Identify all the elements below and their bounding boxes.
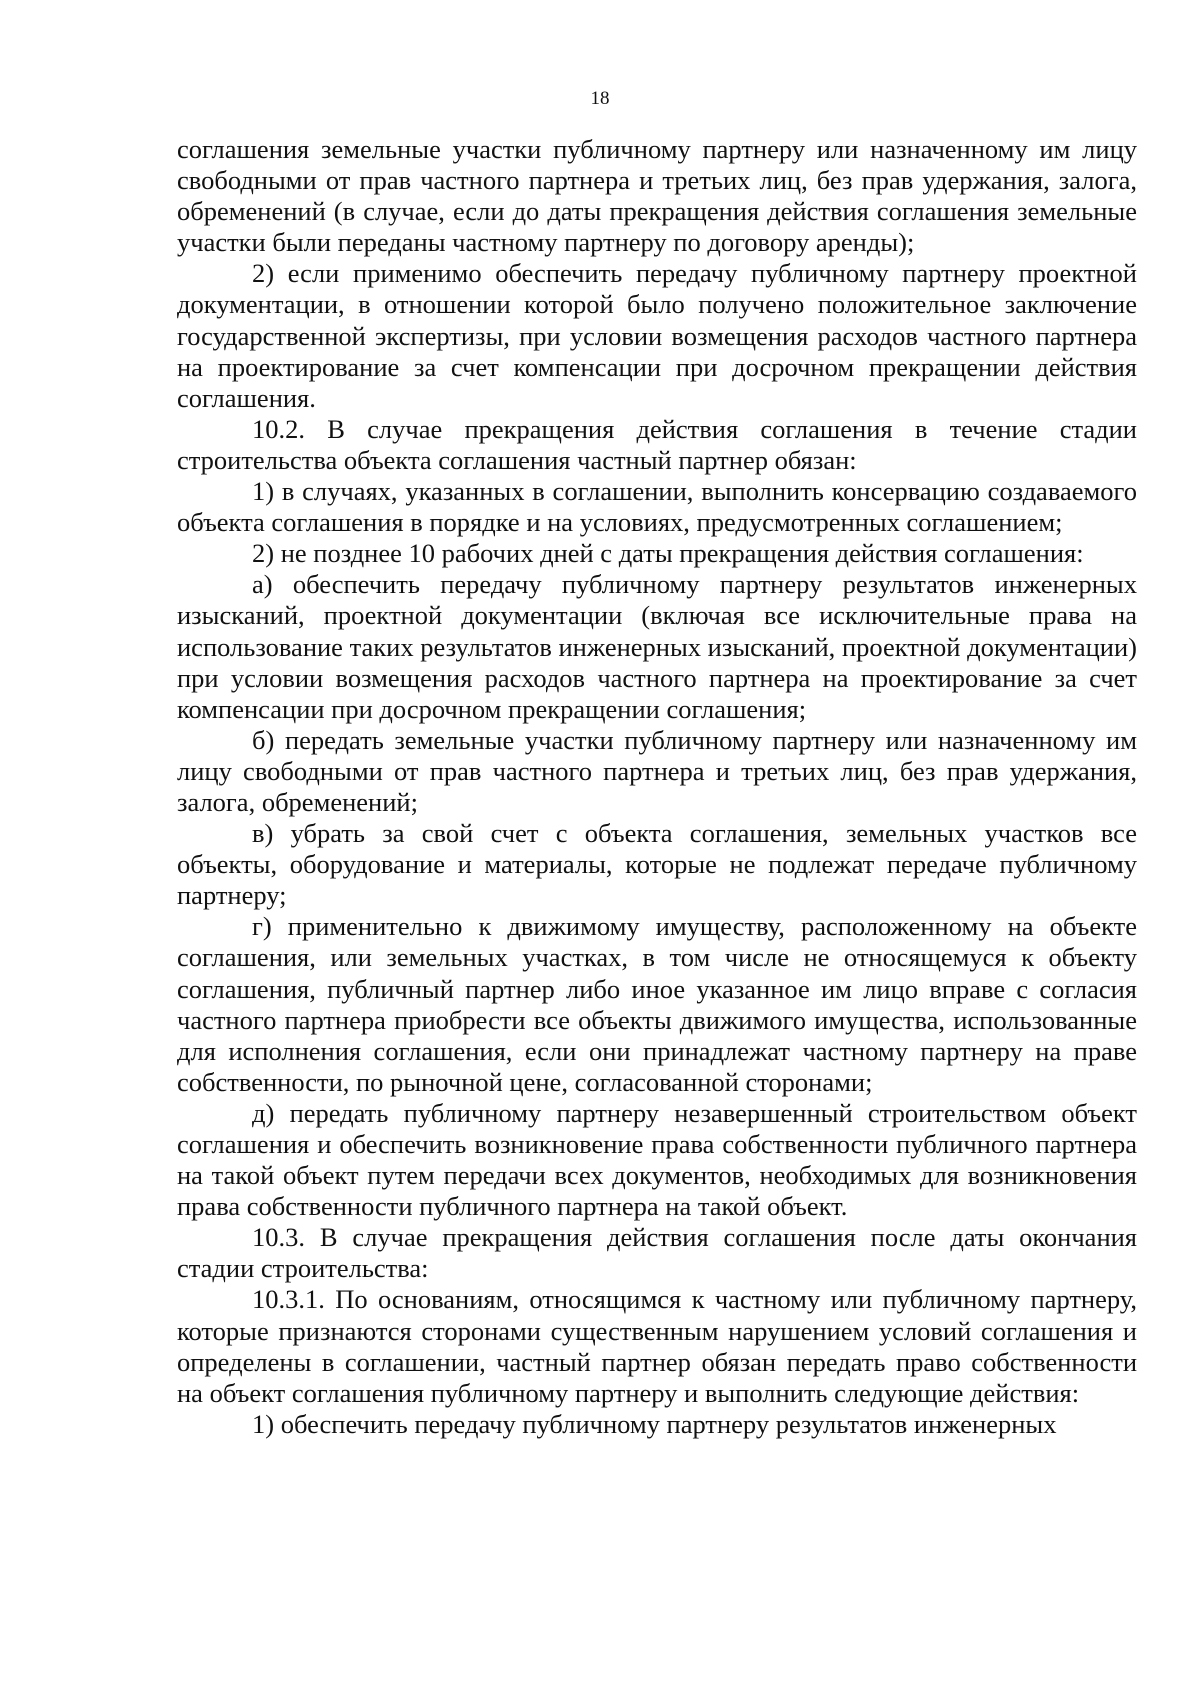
paragraph-subitem-b: б) передать земельные участки публичному партнеру или назначенному им лицу свободными от прав частного партнера и третьих лиц, без прав удержания, залога, обременений; bbox=[177, 724, 1137, 817]
paragraph-10-2-item-2: 2) не позднее 10 рабочих дней с даты прекращения действия соглашения: bbox=[252, 538, 1084, 569]
paragraph-subitem-a: а) обеспечить передачу публичному партнеру результатов инженерных изысканий, проектной документации (включая все исключительные права на использование таких результатов инженерных изысканий, проектной документации) при условии возмещения расходов частного партнера на проектирование за счет компенсации при досрочном прекращении соглашения; bbox=[177, 569, 1137, 724]
paragraph-10-3-1: 10.3.1. По основаниям, относящимся к частному или публичному партнеру, которые признаются сторонами существенным нарушением условий соглашения и определены в соглашении, частный партнер обязан передать право собственности на объект соглашения публичному партнеру и выполнить следующие действия: bbox=[177, 1284, 1137, 1408]
document-body bbox=[177, 134, 1137, 1440]
paragraph-10-2: 10.2. В случае прекращения действия соглашения в течение стадии строительства объекта соглашения частный партнер обязан: bbox=[177, 413, 1137, 475]
paragraph-item-2: 2) если применимо обеспечить передачу публичному партнеру проектной документации, в отношении которой было получено положительное заключение государственной экспертизы, при условии возмещения расходов частного партнера на проектирование за счет компенсации при досрочном прекращении действия соглашения. bbox=[177, 258, 1137, 413]
paragraph-subitem-g: г) применительно к движимому имуществу, расположенному на объекте соглашения, или земельных участках, в том числе не относящемуся к объекту соглашения, публичный партнер либо иное указанное им лицо вправе с согласия частного партнера приобрести все объекты движимого имущества, использованные для исполнения соглашения, если они принадлежат частному партнеру на праве собственности, по рыночной цене, согласованной сторонами; bbox=[177, 911, 1137, 1097]
paragraph-10-3: 10.3. В случае прекращения действия соглашения после даты окончания стадии строительства: bbox=[177, 1222, 1137, 1284]
page-number: 18 bbox=[590, 88, 610, 109]
paragraph-10-3-1-item-1: 1) обеспечить передачу публичному партнеру результатов инженерных bbox=[252, 1408, 1057, 1439]
paragraph-subitem-v: в) убрать за свой счет с объекта соглашения, земельных участков все объекты, оборудование и материалы, которые не подлежат передаче публичному партнеру; bbox=[177, 818, 1137, 911]
paragraph-10-2-item-1: 1) в случаях, указанных в соглашении, выполнить консервацию создаваемого объекта соглашения в порядке и на условиях, предусмотренных соглашением; bbox=[177, 476, 1137, 538]
paragraph-continuation: соглашения земельные участки публичному партнеру или назначенному им лицу свободными от прав частного партнера и третьих лиц, без прав удержания, залога, обременений (в случае, если до даты прекращения действия соглашения земельные участки были переданы частному партнеру по договору аренды); bbox=[177, 134, 1137, 258]
paragraph-subitem-d: д) передать публичному партнеру незавершенный строительством объект соглашения и обеспечить возникновение права собственности публичного партнера на такой объект путем передачи всех документов, необходимых для возникновения права собственности публичного партнера на такой объект. bbox=[177, 1097, 1137, 1222]
